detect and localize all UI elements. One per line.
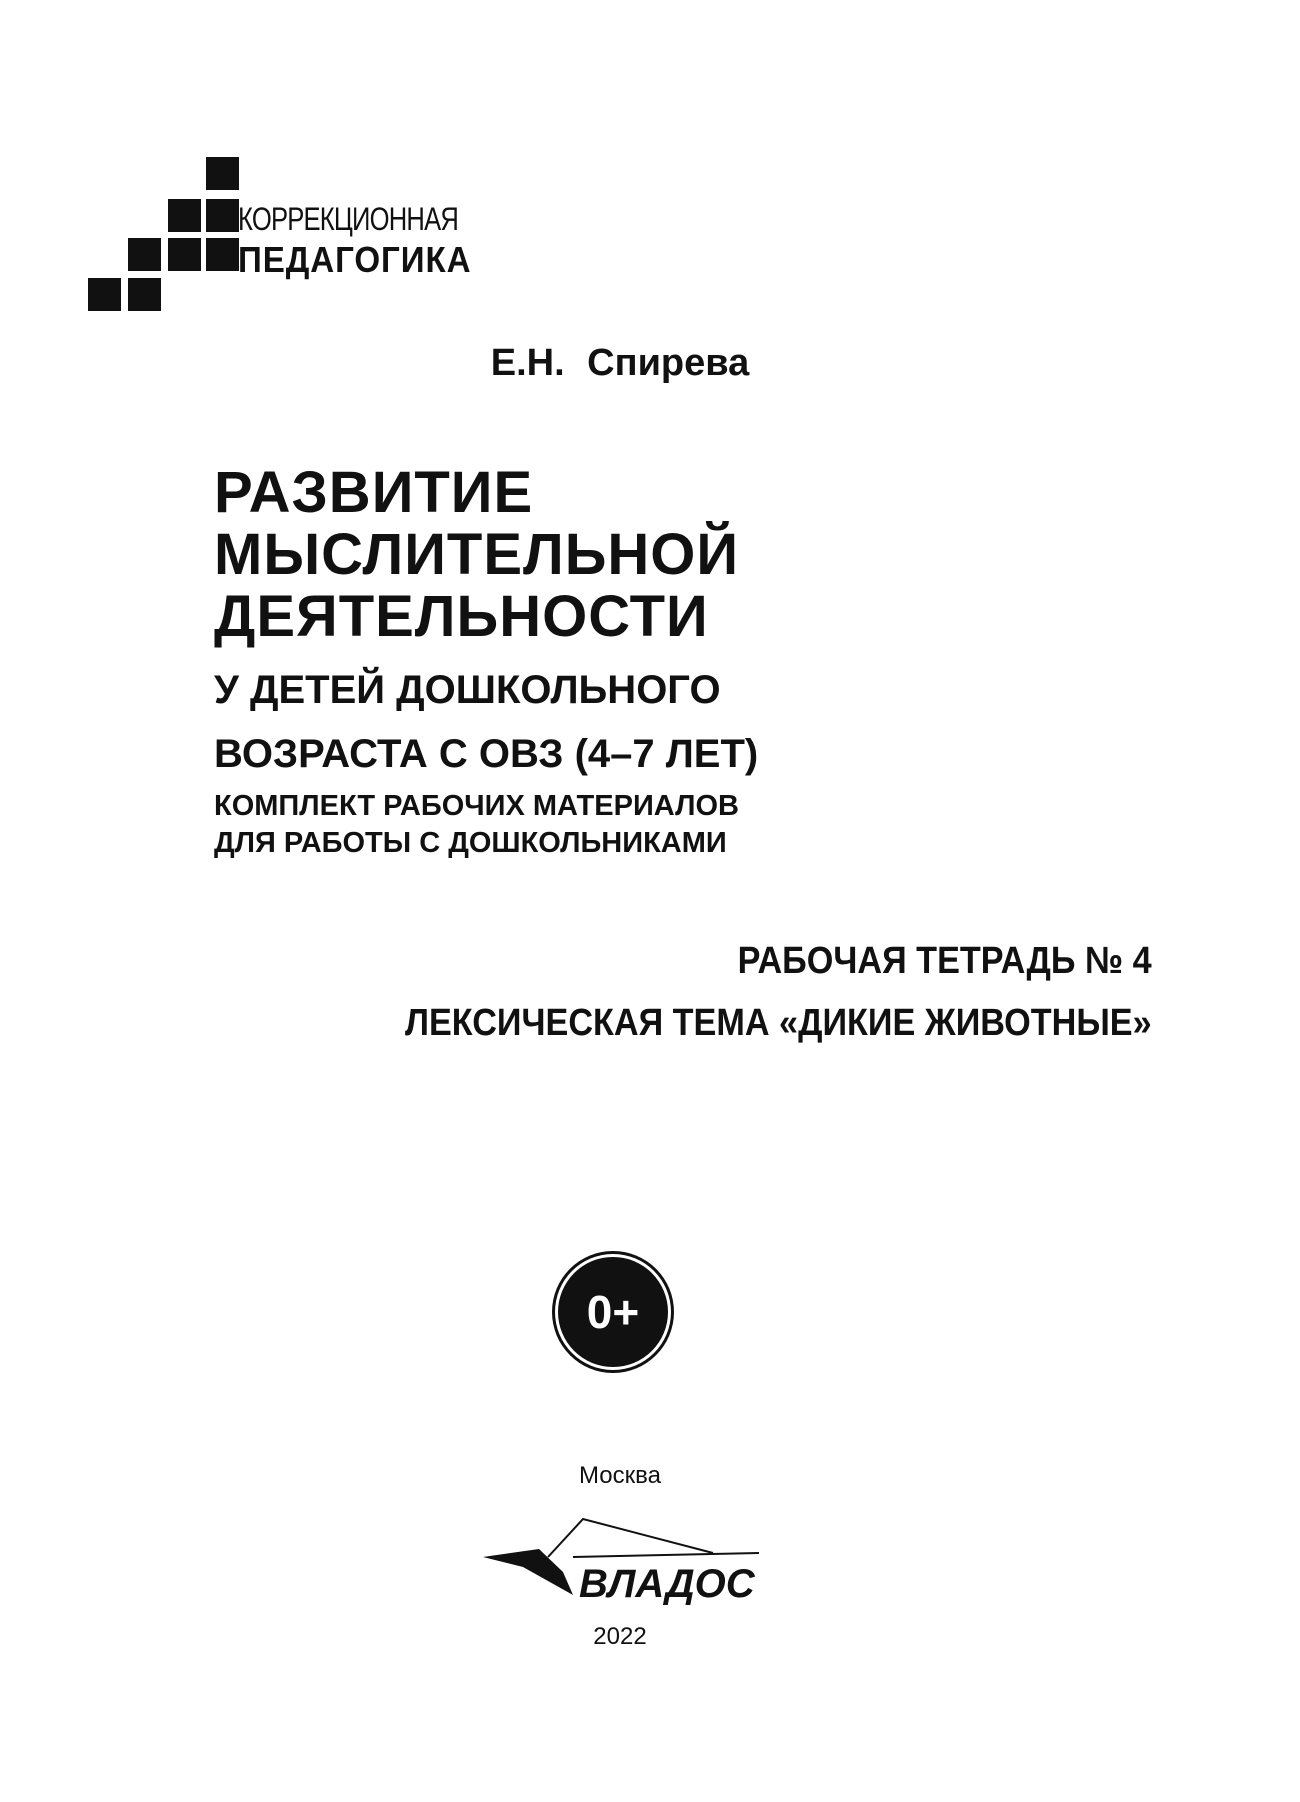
kit-line: КОМПЛЕКТ РАБОЧИХ МАТЕРИАЛОВ (214, 790, 739, 822)
book-subtitle (214, 658, 758, 786)
logo-square (206, 199, 239, 232)
logo-series-line1: КОРРЕКЦИОННАЯ (238, 201, 459, 237)
logo-square (206, 238, 239, 271)
subtitle-line: У ДЕТЕЙ ДОШКОЛЬНОГО (214, 668, 721, 712)
kit-line: ДЛЯ РАБОТЫ С ДОШКОЛЬНИКАМИ (214, 827, 727, 859)
workbook-info (405, 930, 1152, 1054)
publisher-logo-mark (483, 1517, 763, 1613)
logo-square (206, 157, 239, 190)
logo-square (88, 278, 121, 311)
book-title (214, 462, 739, 648)
workbook-number: РАБОЧАЯ ТЕТРАДЬ № 4 (738, 940, 1152, 982)
title-line: РАЗВИТИЕ (214, 460, 534, 525)
logo-square (168, 199, 201, 232)
publisher-logo (483, 1517, 763, 1618)
publication-city: Москва (579, 1462, 661, 1489)
lexical-topic: ЛЕКСИЧЕСКАЯ ТЕМА «ДИКИЕ ЖИВОТНЫЕ» (405, 1002, 1152, 1044)
title-line: ДЕЯТЕЛЬНОСТИ (214, 584, 709, 649)
kit-description (214, 788, 739, 862)
author-name: Е.Н. Спирева (490, 342, 750, 384)
logo-series-line2: ПЕДАГОГИКА (238, 239, 472, 280)
publication-year: 2022 (593, 1623, 647, 1650)
age-rating-label: 0+ (586, 1286, 640, 1338)
title-line: МЫСЛИТЕЛЬНОЙ (214, 522, 740, 587)
age-rating-badge (558, 1257, 668, 1367)
logo-square (128, 238, 161, 271)
logo-square (128, 278, 161, 311)
subtitle-line: ВОЗРАСТА С ОВЗ (4–7 ЛЕТ) (214, 732, 759, 776)
logo-square (168, 238, 201, 271)
publisher-name: ВЛАДОС (579, 1562, 755, 1606)
